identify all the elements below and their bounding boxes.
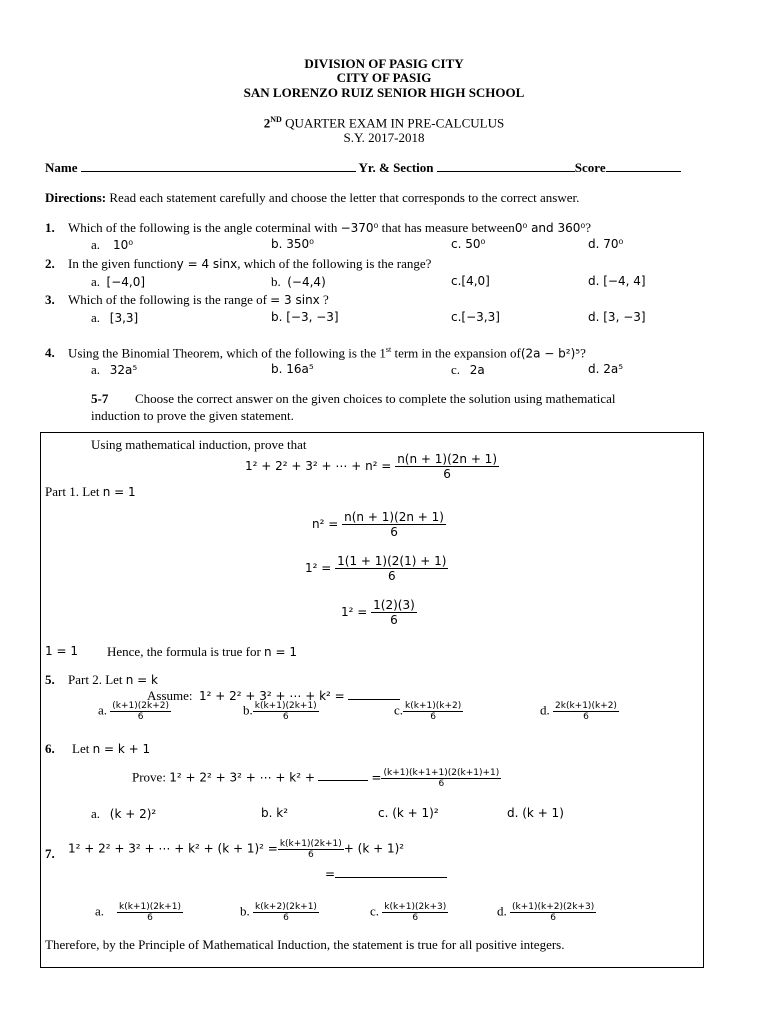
- q4-choice-a[interactable]: a. 32a⁵: [91, 362, 138, 377]
- q2-choice-a[interactable]: a. [−4,0]: [91, 274, 146, 289]
- q4-text: Using the Binomial Theorem, which of the following is the 1st term in the expansion of(2a − b²)⁵?: [68, 345, 586, 361]
- q1-text: Which of the following is the angle coterminal with −370⁰ that has measure between0⁰ and 360⁰?: [68, 220, 591, 235]
- hence-statement: Hence, the formula is true for n = 1: [107, 644, 297, 659]
- q7-equation: 1² + 2² + 3² + ⋯ + k² + (k + 1)² = $\frac{k(k+1)(2k+1)}{6}$ + (k + 1)²: [68, 839, 405, 860]
- q7-choice-a[interactable]: a. $\frac{k(k+1)(2k+1)}{6}$: [95, 902, 181, 923]
- step1-equation: n² = $\frac{n(n + 1)(2n + 1)}{6}$: [312, 510, 444, 539]
- q7-blank[interactable]: [335, 877, 447, 878]
- q57-text-line1: Choose the correct answer on the given choices to complete the solution using mathematical: [135, 391, 616, 406]
- prove-line: Prove: 1² + 2² + 3² + ⋯ + k² + = $\frac{(k+1)(k+1+1)(2(k+1)+1)}{6}$: [132, 768, 500, 789]
- q6-choice-a[interactable]: a. (k + 2)²: [91, 806, 157, 821]
- q3-number: 3.: [45, 292, 55, 307]
- name-field[interactable]: [81, 171, 356, 172]
- q1-choice-b[interactable]: b. 350⁰: [271, 237, 314, 251]
- q7-number: 7.: [45, 846, 55, 861]
- school-title: SAN LORENZO RUIZ SENIOR HIGH SCHOOL: [243, 85, 525, 100]
- q1-choice-d[interactable]: d. 70⁰: [588, 237, 624, 251]
- q4-number: 4.: [45, 345, 55, 360]
- division-title: DIVISION OF PASIG CITY: [304, 56, 464, 71]
- q5-number: 5.: [45, 672, 55, 687]
- base-case-equality: 1 = 1: [45, 644, 78, 658]
- student-info-row: [45, 160, 681, 176]
- q6-number: 6.: [45, 741, 55, 756]
- q2-choice-d[interactable]: d. [−4, 4]: [588, 274, 646, 288]
- q3-choice-a[interactable]: a. [3,3]: [91, 310, 139, 325]
- q7-choice-c[interactable]: c. $\frac{k(k+1)(2k+3)}{6}$: [370, 902, 447, 923]
- q4-choice-b[interactable]: b. 16a⁵: [271, 362, 314, 376]
- section-field[interactable]: [437, 171, 575, 172]
- q3-choice-d[interactable]: d. [3, −3]: [588, 310, 646, 324]
- assume-blank[interactable]: [348, 699, 400, 700]
- prove-blank[interactable]: [318, 780, 368, 781]
- q5-choice-c[interactable]: c. $\frac{k(k+1)(k+2)}{6}$: [394, 701, 462, 722]
- city-title: CITY OF PASIG: [336, 70, 432, 85]
- section-label: Yr. & Section: [358, 160, 434, 175]
- q4-choice-d[interactable]: d. 2a⁵: [588, 362, 624, 376]
- q2-choice-c[interactable]: c.[4,0]: [451, 274, 490, 288]
- q1-choice-c[interactable]: c. 50⁰: [451, 237, 486, 251]
- q2-choice-b[interactable]: b. (−4,4): [271, 274, 326, 289]
- q57-text-line2: induction to prove the given statement.: [91, 408, 294, 423]
- box-intro: Using mathematical induction, prove that: [91, 437, 307, 452]
- name-label: Name: [45, 160, 78, 175]
- exam-title: 2ND QUARTER EXAM IN PRE-CALCULUS: [263, 115, 505, 131]
- q6-choice-d[interactable]: d. (k + 1): [507, 806, 564, 820]
- q7-choice-d[interactable]: d. $\frac{(k+1)(k+2)(2k+3)}{6}$: [497, 902, 595, 923]
- q5-text: Part 2. Let n = k: [68, 672, 159, 687]
- assume-line: Assume: 1² + 2² + 3² + ⋯ + k² =: [147, 688, 400, 704]
- main-statement: 1² + 2² + 3² + ⋯ + n² = $\frac{n(n + 1)(2n + 1)}{6}$: [245, 452, 498, 481]
- q1-number: 1.: [45, 220, 55, 235]
- q7-blank-line: =: [325, 866, 447, 882]
- q3-choice-c[interactable]: c.[−3,3]: [451, 310, 500, 324]
- q3-text: Which of the following is the range of = 3 sinx ?: [68, 292, 329, 307]
- score-field[interactable]: [606, 171, 681, 172]
- part1-label: Part 1. Let n = 1: [45, 484, 136, 499]
- directions: Directions: Read each statement carefully and choose the letter that corresponds to the correct answer.: [45, 190, 580, 205]
- school-year: S.Y. 2017-2018: [343, 130, 425, 145]
- q6-choice-b[interactable]: b. k²: [261, 806, 289, 820]
- q2-text: In the given functiony = 4 sinx, which of the following is the range?: [68, 256, 432, 271]
- q1-choice-a[interactable]: a. 10⁰: [91, 237, 134, 252]
- q4-choice-c[interactable]: c. 2a: [451, 362, 485, 377]
- q5-choice-b[interactable]: b. $\frac{k(k+1)(2k+1)}{6}$: [243, 701, 317, 722]
- step2-equation: 1² = $\frac{1(1 + 1)(2(1) + 1)}{6}$: [305, 554, 447, 583]
- q5-choice-d[interactable]: d. $\frac{2k(k+1)(k+2)}{6}$: [540, 701, 617, 722]
- step3-equation: 1² = $\frac{1(2)(3)}{6}$: [341, 598, 415, 627]
- q6-text: Let n = k + 1: [72, 741, 151, 756]
- q3-choice-b[interactable]: b. [−3, −3]: [271, 310, 339, 324]
- score-label: Score: [574, 160, 606, 175]
- q5-choice-a[interactable]: a. $\frac{(k+1)(2k+2)}{6}$: [98, 701, 170, 722]
- q2-number: 2.: [45, 256, 55, 271]
- q57-number: 5-7: [91, 391, 109, 406]
- q6-choice-c[interactable]: c. (k + 1)²: [378, 806, 439, 820]
- q7-choice-b[interactable]: b. $\frac{k(k+2)(2k+1)}{6}$: [240, 902, 317, 923]
- conclusion: Therefore, by the Principle of Mathematical Induction, the statement is true for all positive integers.: [45, 937, 565, 952]
